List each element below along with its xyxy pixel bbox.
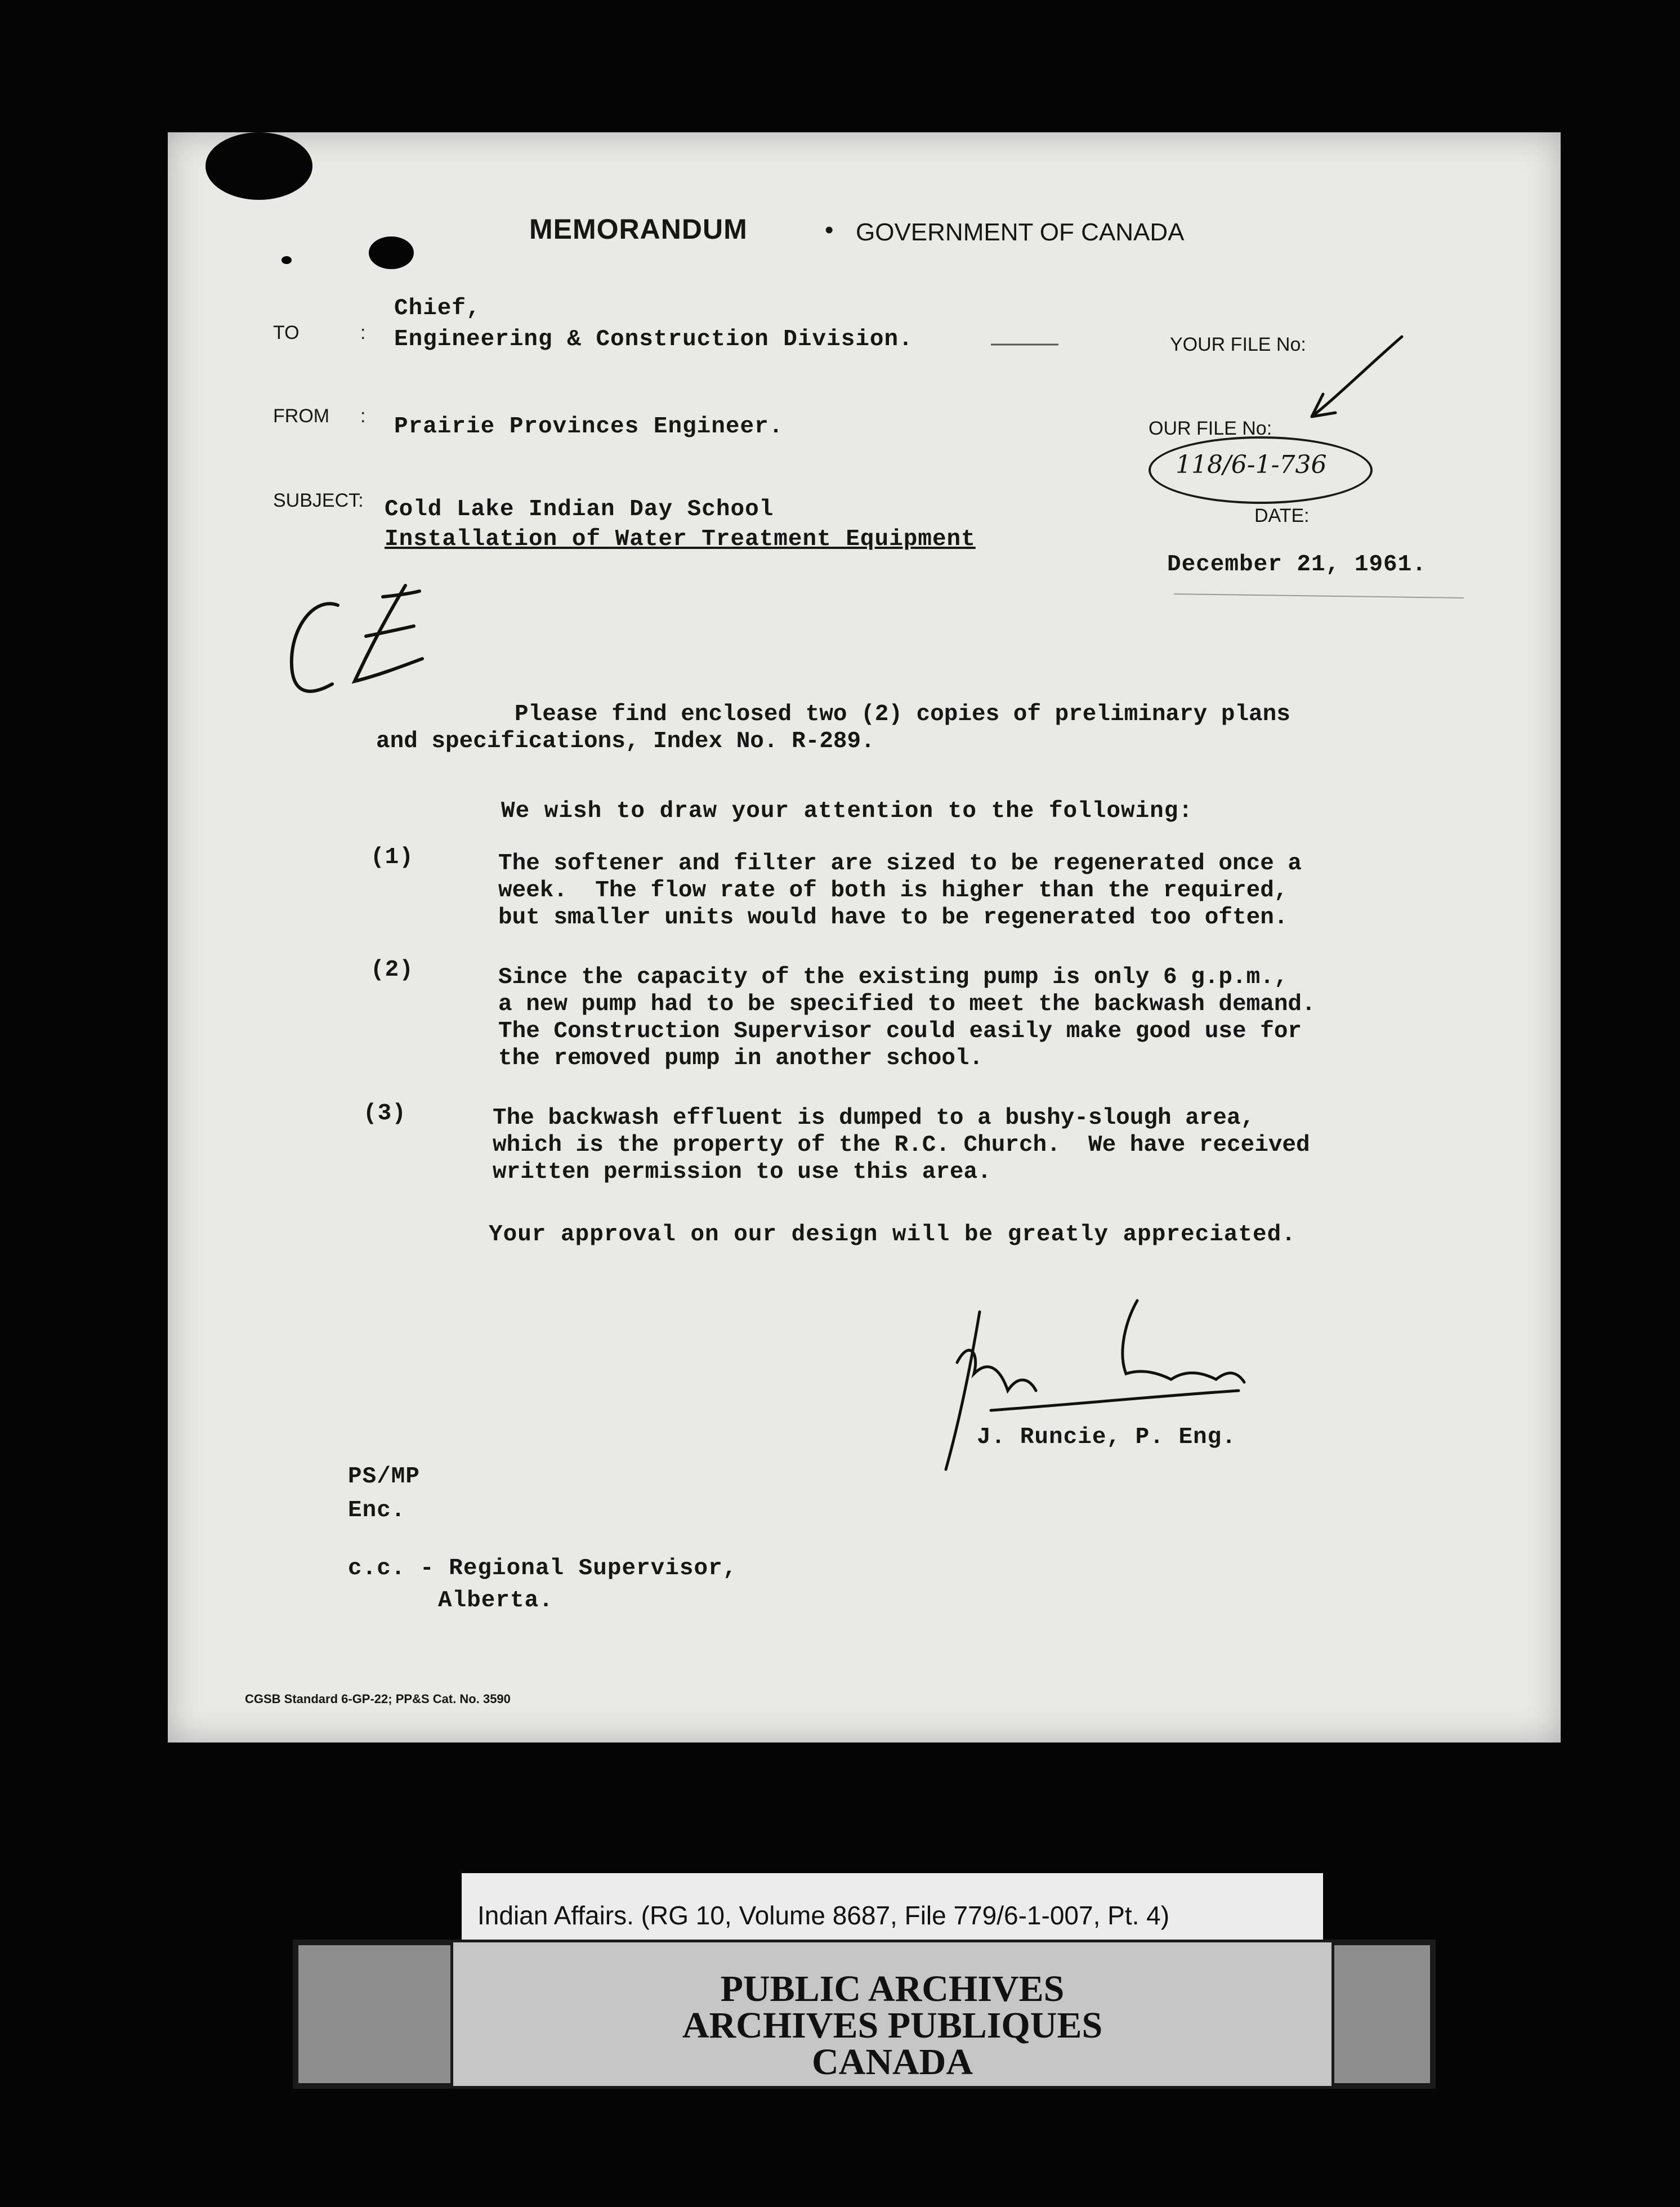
item-text: The backwash effluent is dumped to a bushy-slough area, which is the property of the R.C. Church. We have received written permission to use this area.: [493, 1105, 1310, 1185]
archive-plate-end: [1334, 1945, 1430, 2083]
memo-title: MEMORANDUM: [529, 213, 748, 245]
attention-line: We wish to draw your attention to the following:: [501, 798, 1193, 824]
from-colon: :: [360, 405, 366, 427]
cc-line1: c.c. - Regional Supervisor,: [348, 1556, 738, 1581]
typist-initials: PS/MP: [348, 1464, 421, 1490]
separator-line: [1174, 594, 1464, 598]
archive-line1: PUBLIC ARCHIVES: [720, 1968, 1065, 2009]
intro-paragraph: Please find enclosed two (2) copies of preliminary plans and specifications, Index No. R-289.: [376, 702, 1290, 754]
form-number: CGSB Standard 6-GP-22; PP&S Cat. No. 3590: [245, 1692, 511, 1706]
to-label: TO: [273, 322, 300, 343]
our-file-label: OUR FILE No:: [1149, 418, 1272, 439]
government-heading: GOVERNMENT OF CANADA: [856, 218, 1185, 246]
subject-label: SUBJECT:: [273, 490, 364, 511]
archive-plate-end: [298, 1945, 450, 2083]
bullet-separator: •: [825, 216, 834, 244]
your-file-label: YOUR FILE No:: [1170, 334, 1306, 355]
to-line2: Engineering & Construction Division.: [394, 327, 913, 352]
item-number: (3): [363, 1101, 406, 1127]
subject-line1: Cold Lake Indian Day School: [385, 497, 774, 522]
archive-reference: Indian Affairs. (RG 10, Volume 8687, File 779/6-1-007, Pt. 4): [477, 1901, 1170, 1930]
enclosure-note: Enc.: [348, 1498, 406, 1524]
to-colon: :: [360, 322, 366, 343]
signatory-name: J. Runcie, P. Eng.: [977, 1424, 1236, 1450]
cc-line2: Alberta.: [438, 1588, 553, 1614]
to-line1: Chief,: [394, 296, 481, 321]
subject-line2: Installation of Water Treatment Equipment: [385, 526, 976, 552]
from-label: FROM: [273, 405, 330, 427]
our-file-number: 118/6-1-736: [1176, 450, 1327, 479]
from-value: Prairie Provinces Engineer.: [394, 414, 784, 440]
item-text: The softener and filter are sized to be regenerated once a week. The flow rate of both is higher than the required, but smaller units would have to be regenerated too often.: [498, 851, 1302, 931]
item-number: (1): [370, 845, 414, 870]
archive-line2: ARCHIVES PUBLIQUES: [682, 2005, 1103, 2046]
item-number: (2): [370, 957, 414, 983]
date-value: December 21, 1961.: [1167, 552, 1427, 578]
archive-line3: CANADA: [812, 2041, 973, 2083]
handwritten-signature: [946, 1301, 1244, 1469]
closing-line: Your approval on our design will be greatly appreciated.: [489, 1222, 1296, 1248]
date-label: DATE:: [1254, 505, 1310, 526]
item-text: Since the capacity of the existing pump is only 6 g.p.m., a new pump had to be specified to meet the backwash demand. The Construction Supervisor could easily make good use for the removed pump in another school.: [498, 964, 1316, 1071]
handwritten-arrow: [1312, 337, 1402, 417]
handwritten-initials: [292, 586, 422, 691]
